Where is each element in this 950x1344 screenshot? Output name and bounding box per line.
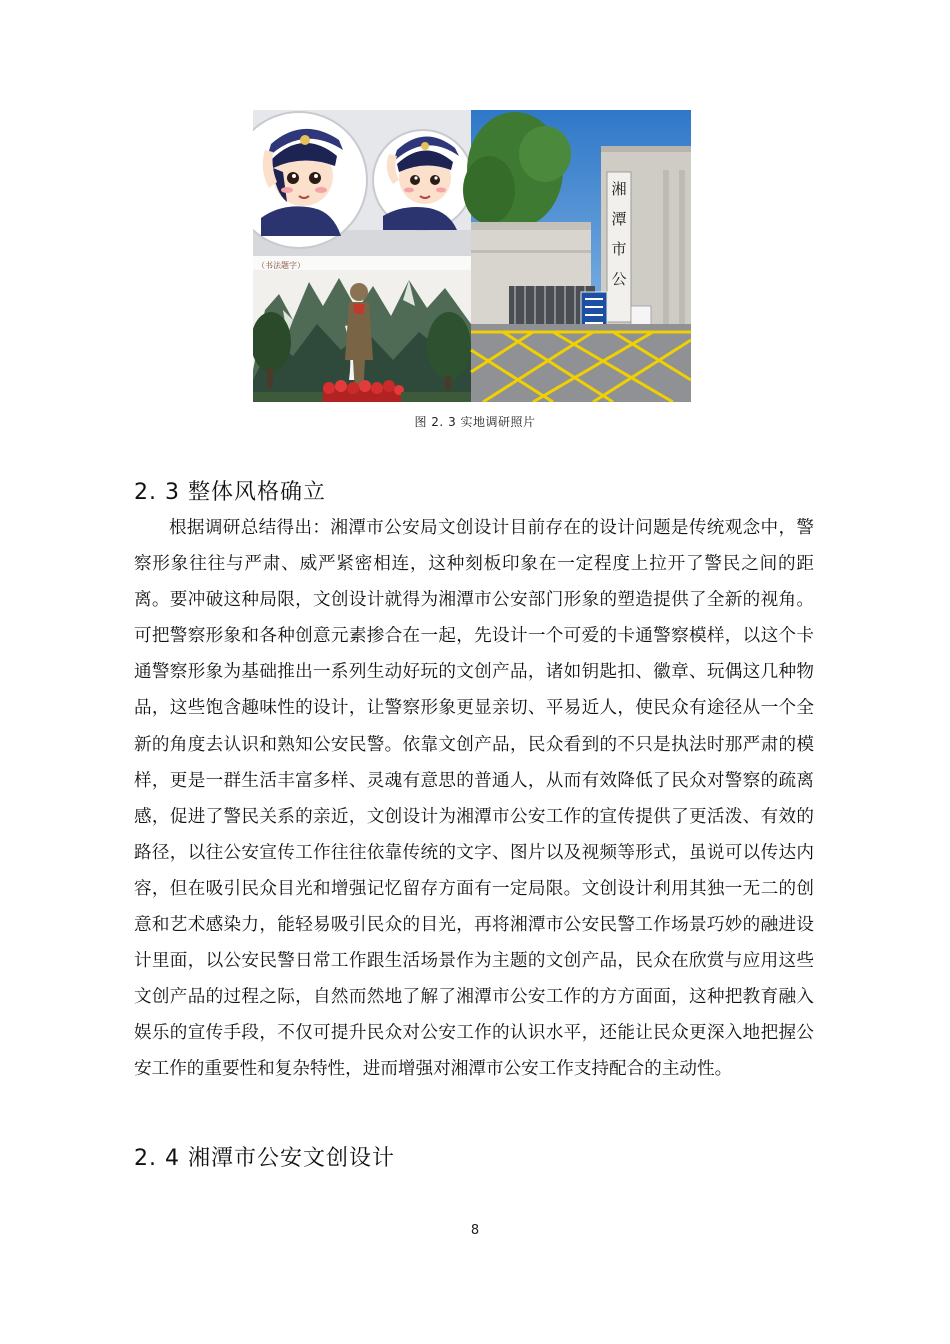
svg-text:（书法题字）: （书法题字） — [257, 261, 305, 270]
building-name-sign: 湘潭市公 — [611, 180, 627, 288]
cartoon-policeman-plaque — [373, 130, 473, 230]
cartoon-police-plaques-photo — [253, 110, 473, 256]
police-building-entrance-photo — [463, 110, 691, 402]
field-research-photo-collage — [253, 110, 691, 402]
section-heading: 2. 3 整体风格确立 — [134, 480, 326, 505]
page-number: 8 — [470, 1223, 480, 1238]
section-paragraph: 根据调研总结得出：湘潭市公安局文创设计目前存在的设计问题是传统观念中，警察形象往往与严肃、威严紧密相连，这种刻板印象在一定程度上拉开了警民之间的距离。要冲破这种局限，文创设计就得为湘潭市公安部门形象的塑造提供了全新的视角。可把警察形象和各种创意元素掺合在一起，先设计一个可爱的卡通警察模样，以这个卡通警察形象为基础推出一系列生动好玩的文创产品，诸如钥匙扣、徽章、玩偶这几种物品，这些饱含趣味性的设计，让警察形象更显亲切、平易近人，使民众有途径从一个全新的角度去认识和熟知公安民警。依靠文创产品，民众看到的不只是执法时那严肃的模样，更是一群生活丰富多样、灵魂有意思的普通人，从而有效降低了民众对警察的疏离感，促进了警民关系的亲近，文创设计为湘潭市公安工作的宣传提供了更活泼、有效的路径，以往公安宣传工作往往依靠传统的文字、图片以及视频等形式，虽说可以传达内容，但在吸引民众目光和增强记忆留存方面有一定局限。文创设计利用其独一无二的创意和艺术感染力，能轻易吸引民众的目光，再将湘潭市公安民警工作场景巧妙的融进设计里面，以公安民警日常工作跟生活场景作为主题的文创产品，民众在欣赏与应用这些文创产品的过程之际，自然而然地了解了湘潭市公安工作的方方面面，这种把教育融入娱乐的宣传手段，不仅可提升民众对公安工作的认识水平，还能让民众更深入地把握公安工作的重要性和复杂特性，进而增强对湘潭市公安工作支持配合的主动性。 — [134, 518, 814, 1080]
figure-caption: 图 2. 3 实地调研照片 — [414, 415, 536, 429]
section-heading: 2. 4 湘潭市公安文创设计 — [134, 1146, 395, 1171]
landscape-painting-statue-photo — [253, 256, 471, 402]
